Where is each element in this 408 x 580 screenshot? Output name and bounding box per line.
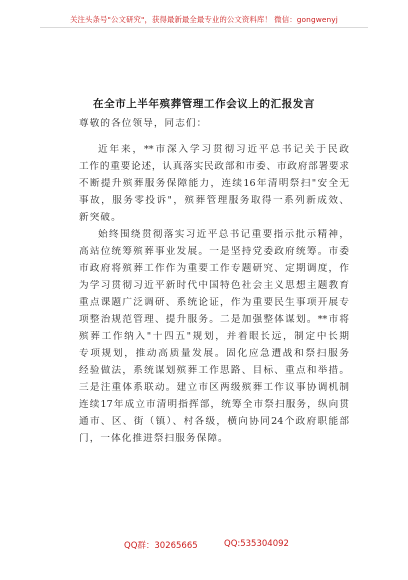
body-line: 连续17年成立市清明指挥部，统筹全市祭扫服务，纵向贯: [79, 399, 349, 410]
header-promo-note: 关注头条号"公文研究"，获得最新最全最专业的公文资料库！ 微信：gongwenyj: [70, 15, 338, 24]
body-line: 为学习贯彻习近平新时代中国特色社会主义思想主题教育: [79, 280, 349, 291]
body-line: 市政府将殡葬工作作为重要工作专题研究、定期调度，作: [79, 263, 349, 274]
body-line: 高站位统筹殡葬事业发展。一是坚持党委政府统筹。市委: [79, 246, 349, 257]
body-line: 重点课题广泛调研、系统论证，作为重要民生事项开展专: [79, 297, 349, 308]
body-line: 始终围绕贯彻落实习近平总书记重要指示批示精神，: [98, 229, 349, 240]
body-line: 新突破。: [79, 212, 122, 223]
body-line: 专项规划，推动高质量发展。固化应急遭战和祭扫服务: [79, 348, 349, 359]
document-title: 在全市上半年殡葬管理工作会议上的汇报发言: [93, 98, 315, 110]
body-line: 近年来，**市深入学习贯彻习近平总书记关于民政: [98, 144, 349, 155]
body-line: 三是注重体系联动。建立市区两级殡葬工作议事协调机制: [79, 382, 349, 393]
body-line: 通市、区、街（镇）、村各级，横向协同24个政府职能部: [79, 416, 349, 427]
body-line: 事故，服务零投诉"，殡葬管理服务取得一系列新成效、: [79, 195, 349, 206]
body-line: 项整治规范管理、提升服务。二是加强整体谋划。**市将: [79, 314, 349, 325]
footer-qq-number: QQ:535304092: [224, 539, 289, 549]
body-line: 不断提升殡葬服务保障能力，连续16年清明祭扫"安全无: [79, 178, 349, 189]
footer-qq-group: QQ群：30265665: [124, 541, 198, 551]
body-line: 经验做法，系统谋划殡葬工作思路、目标、重点和举措。: [79, 365, 349, 376]
header-divider: [40, 27, 368, 28]
salutation-line: 尊敬的各位领导，同志们：: [79, 118, 208, 129]
body-line: 门，一体化推进祭扫服务保障。: [79, 433, 229, 444]
body-line: 工作的重要论述，认真落实民政部和市委、市政府部署要求: [79, 161, 349, 172]
body-line: 殡葬工作纳入"十四五"规划，并着眼长远，制定中长期: [79, 331, 349, 342]
